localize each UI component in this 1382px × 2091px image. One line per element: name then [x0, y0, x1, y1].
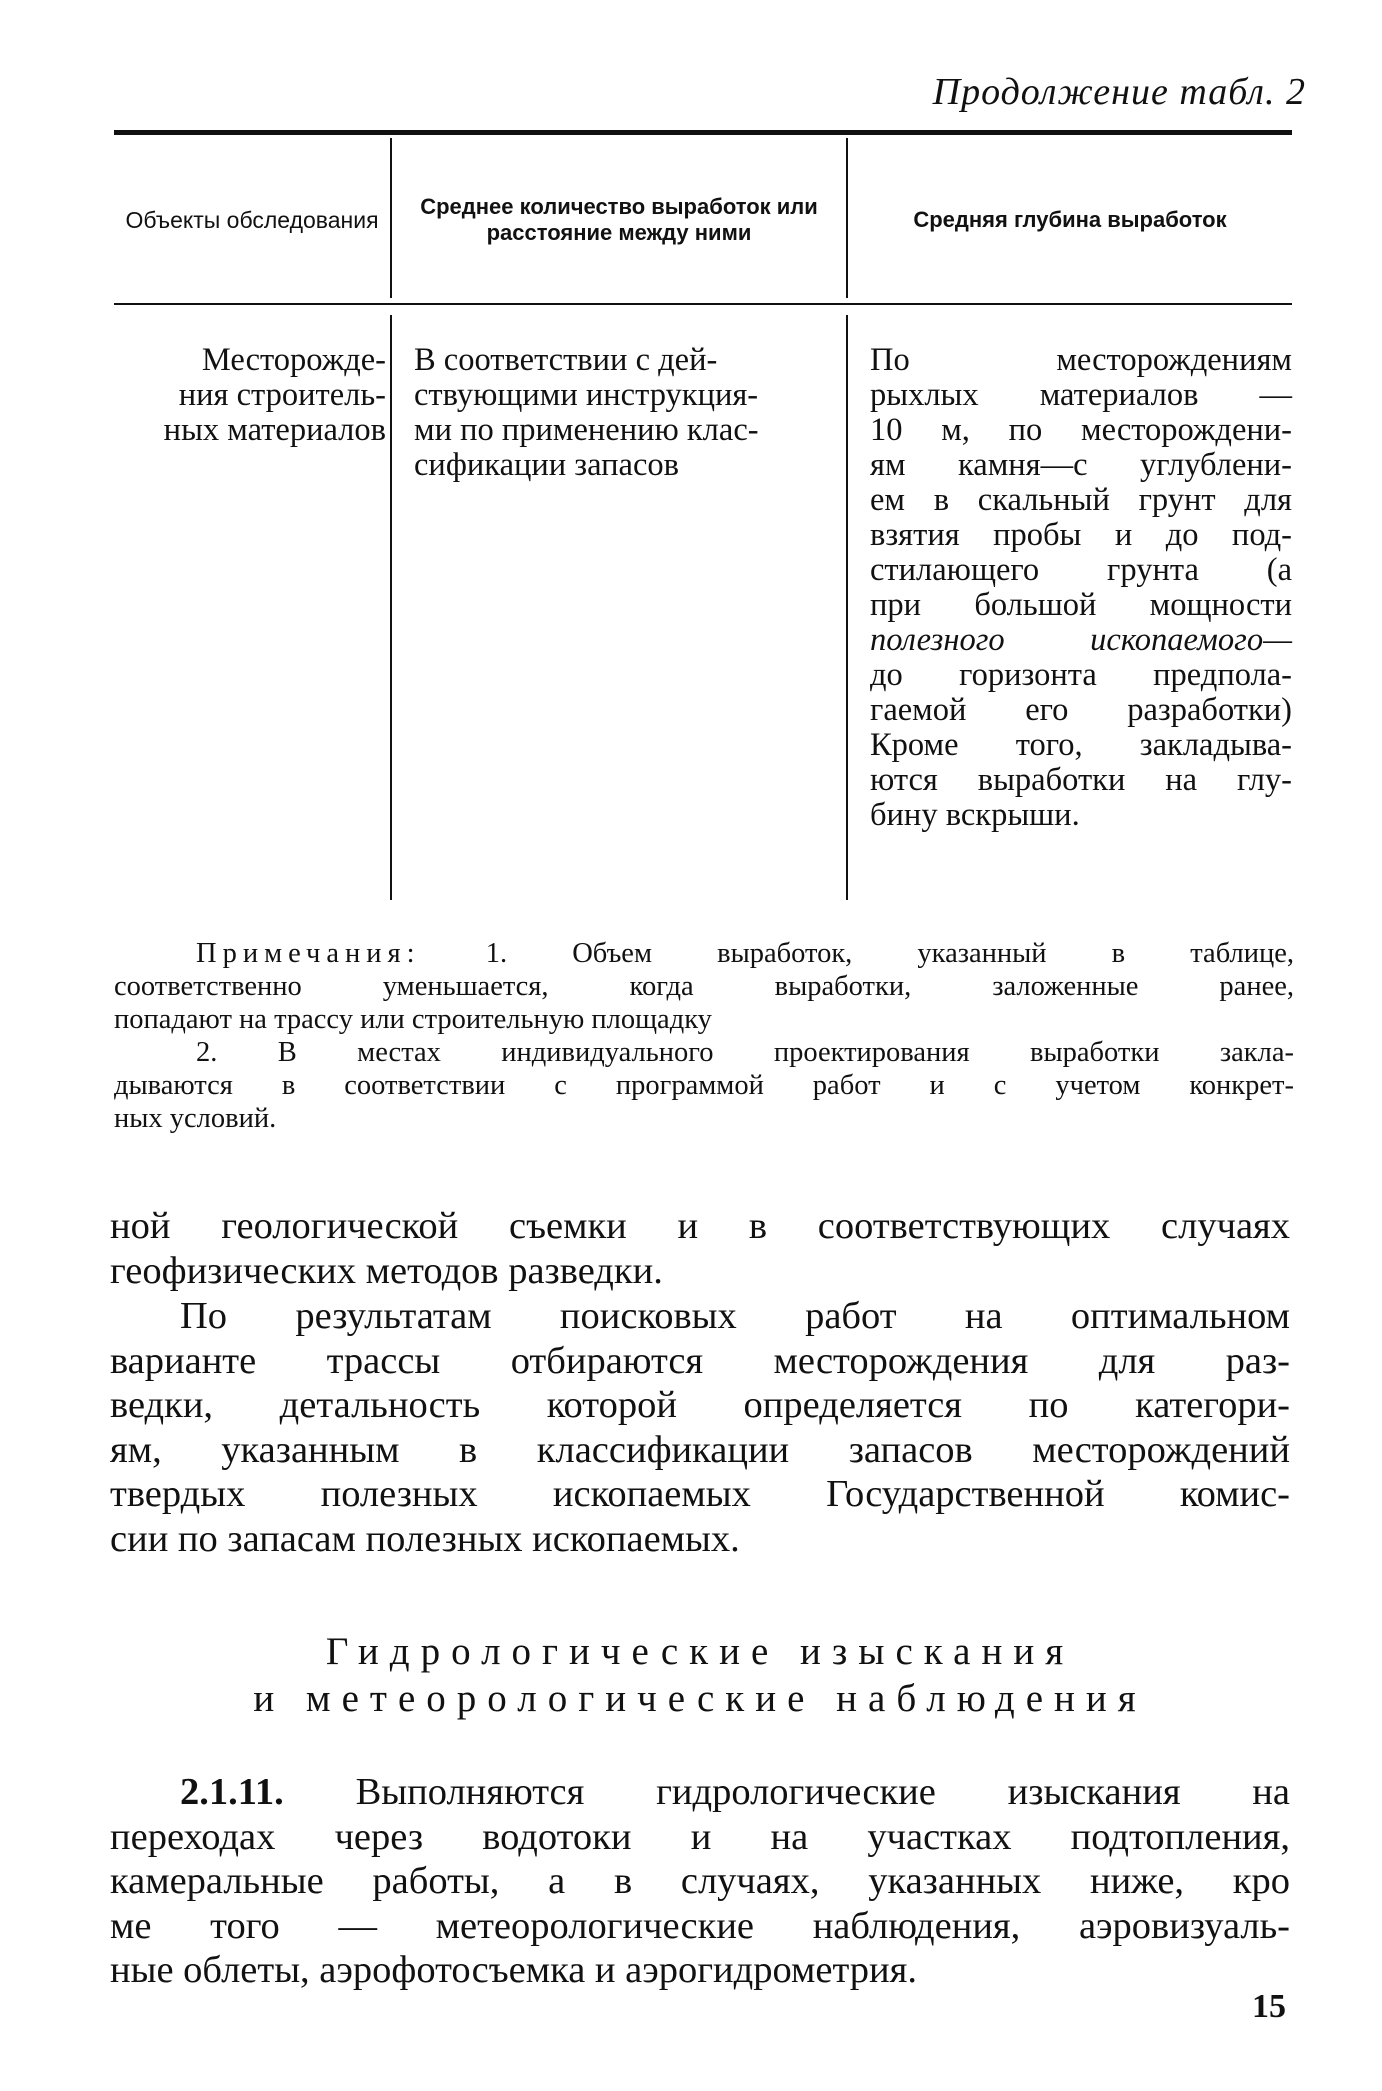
- cell-line: В соответствии с дей-: [414, 342, 718, 378]
- paragraph-line: 2.1.11. Выполняются гидрологические изыскания на: [180, 1771, 1291, 1813]
- paragraph: [110, 1294, 1290, 1561]
- paragraph-line: камеральные работы, а в случаях, указанных ниже, кро: [110, 1860, 1290, 1902]
- paragraph-line: ведки, детальность которой определяется по категори-: [110, 1384, 1290, 1426]
- cell-line: гаемой его разработки): [870, 692, 1292, 728]
- cell-line: ствующими инструкция-: [414, 377, 759, 413]
- cell-line: рыхлых материалов —: [870, 377, 1292, 413]
- paragraph-line: ные облеты, аэрофотосъемка и аэрогидрометрия.: [110, 1949, 917, 1991]
- paragraph-line: твердых полезных ископаемых Государственной комис-: [110, 1473, 1290, 1515]
- table-top-rule: [114, 130, 1292, 135]
- cell-line: ем в скальный грунт для: [870, 482, 1292, 518]
- cell-line: 10 м, по месторождени-: [870, 412, 1292, 448]
- cell-line: По месторождениям: [870, 342, 1292, 378]
- cell-line: ям камня—с углублени-: [870, 447, 1292, 483]
- cell-line: ми по применению клас-: [414, 412, 759, 448]
- cell-line: при большой мощности: [870, 587, 1292, 623]
- table-cell-depth: [870, 343, 1292, 833]
- cell-line: взятия пробы и до под-: [870, 517, 1292, 553]
- paragraph-line: По результатам поисковых работ на оптимальном: [180, 1295, 1290, 1337]
- cell-line: Кроме того, закладыва-: [870, 727, 1292, 763]
- page-number: 15: [1252, 1988, 1286, 2025]
- paragraph-line: сии по запасам полезных ископаемых.: [110, 1517, 740, 1560]
- cell-line: ных материалов: [163, 412, 386, 448]
- section-heading: [110, 1628, 1290, 1722]
- cell-line: полезного ископаемого—: [870, 622, 1292, 658]
- cell-line: до горизонта предпола-: [870, 657, 1292, 693]
- column-header-count: Среднее количество выработок или расстояние между ними: [420, 194, 818, 245]
- paragraph-line: переходах через водотоки и на участках подтопления,: [110, 1815, 1290, 1858]
- note-line: попадают на трассу или строительную площадку: [114, 1004, 712, 1035]
- section-heading-line: и метеорологические наблюдения: [253, 1677, 1147, 1720]
- paragraph-line: ной геологической съемки и в соответствующих случаях: [110, 1205, 1290, 1247]
- column-divider: [390, 315, 392, 900]
- table-continuation-caption: Продолжение табл. 2: [932, 71, 1306, 113]
- section-heading-line: Гидрологические изыскания: [325, 1630, 1075, 1673]
- note-line: дываются в соответствии с программой работ и с учетом конкрет-: [114, 1070, 1294, 1101]
- column-header-objects: Объекты обследования: [125, 207, 379, 233]
- paragraph: [110, 1770, 1290, 1993]
- table-header-rule: [114, 303, 1292, 305]
- table-cell-object: [114, 343, 386, 448]
- note-line: ных условий.: [114, 1103, 277, 1134]
- table-cell-count: [414, 343, 842, 483]
- paragraph: [110, 1204, 1290, 1293]
- paragraph-line: ме того — метеорологические наблюдения, аэровизуаль-: [110, 1904, 1290, 1947]
- paragraph-line: варианте трассы отбираются месторождения для раз-: [110, 1339, 1290, 1382]
- note-line: соответственно уменьшается, когда выработки, заложенные ранее,: [114, 971, 1294, 1002]
- cell-line: стилающего грунта (а: [870, 552, 1292, 588]
- column-header-depth: Средняя глубина выработок: [913, 207, 1227, 232]
- cell-line: сификации запасов: [414, 447, 679, 483]
- cell-line: ются выработки на глу-: [870, 762, 1292, 798]
- note-line: Примечания: 1. Объем выработок, указанный в таблице,: [196, 938, 1294, 969]
- cell-line: Месторожде-: [201, 342, 386, 378]
- table-notes: [114, 937, 1294, 1135]
- paragraph-line: геофизических методов разведки.: [110, 1249, 663, 1292]
- notes-label: Примечания:: [196, 938, 421, 969]
- note-line: 2. В местах индивидуального проектирования выработки закла-: [196, 1037, 1294, 1068]
- paragraph-line: ям, указанным в классификации запасов месторождений: [110, 1428, 1290, 1471]
- cell-line: бину вскрыши.: [870, 797, 1080, 833]
- column-divider: [846, 315, 848, 900]
- cell-line: ния строитель-: [178, 377, 386, 413]
- clause-number: 2.1.11.: [180, 1771, 284, 1813]
